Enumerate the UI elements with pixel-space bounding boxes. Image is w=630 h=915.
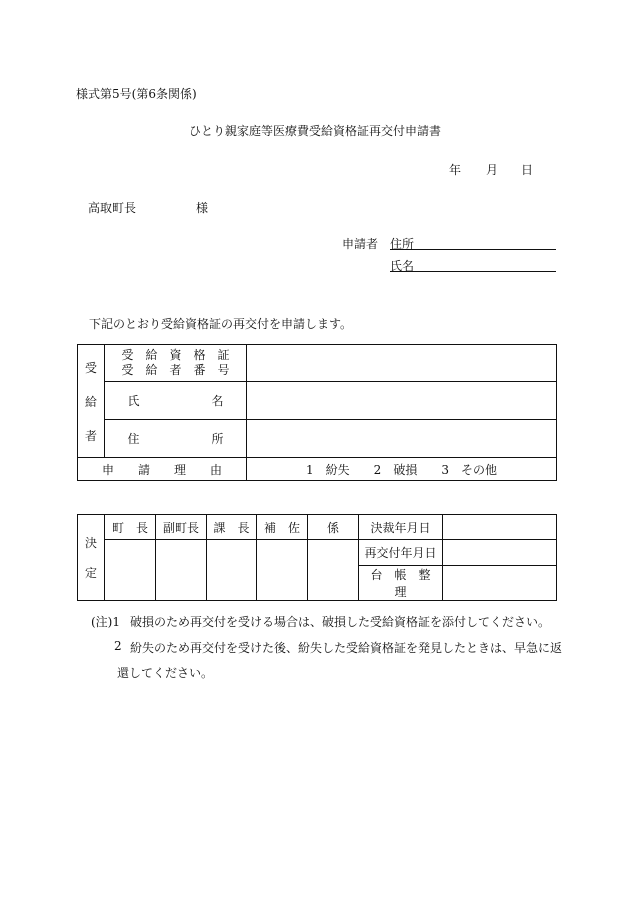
note-2-line2: 還してください。	[117, 666, 214, 680]
header-deputy-mayor: 副町長	[156, 515, 207, 540]
cert-number-field[interactable]	[247, 345, 557, 382]
approval-date-label: 決裁年月日	[359, 515, 443, 540]
stamp-staff[interactable]	[308, 540, 359, 601]
applicant-label: 申請者	[342, 237, 379, 251]
note-1: 破損のため再交付を受ける場合は、破損した受給資格証を添付してください。	[130, 615, 551, 629]
side-char: 受	[84, 361, 97, 375]
note-prefix: (注)1	[91, 615, 120, 629]
note-2-line1: 紛失のため再交付を受けた後、紛失した受給資格証を発見したときは、早急に返	[130, 641, 563, 655]
date-month: 月	[486, 163, 499, 177]
date-year: 年	[449, 163, 462, 177]
stamp-assistant[interactable]	[257, 540, 308, 601]
reason-options[interactable]: 1 紛失 2 破損 3 その他	[247, 458, 557, 481]
header-staff: 係	[308, 515, 359, 540]
applicant-address-field[interactable]	[390, 235, 556, 250]
cert-label	[105, 345, 247, 382]
side-char: 決	[84, 535, 97, 550]
reissue-date-field[interactable]	[443, 540, 557, 566]
side-char: 給	[84, 395, 97, 409]
note-2-number: 2	[114, 639, 122, 653]
application-table	[77, 344, 557, 481]
date-day: 日	[521, 163, 534, 177]
recipient-name-label: 氏 名	[105, 382, 247, 420]
applicant-address-label: 住所	[390, 237, 415, 251]
recipient-address-field[interactable]	[247, 420, 557, 458]
reissue-date-label: 再交付年月日	[359, 540, 443, 566]
approval-date-field[interactable]	[443, 515, 557, 540]
reason-label: 申 請 理 由	[78, 458, 247, 481]
side-char: 定	[84, 565, 97, 580]
header-section-chief: 課 長	[207, 515, 257, 540]
ledger-field[interactable]	[443, 566, 557, 601]
form-number: 様式第5号(第6条関係)	[76, 87, 197, 101]
stamp-mayor[interactable]	[105, 540, 156, 601]
intro-text: 下記のとおり受給資格証の再交付を申請します。	[89, 317, 353, 331]
recipient-side-label	[78, 345, 105, 458]
cert-label-line1: 受 給 資 格 証	[121, 348, 230, 362]
recipient-name-field[interactable]	[247, 382, 557, 420]
addressee-name: 高取町長	[88, 201, 137, 215]
recipient-address-label: 住 所	[105, 420, 247, 458]
side-char: 者	[84, 429, 97, 443]
decision-side-label	[78, 515, 105, 601]
cert-label-line2: 受 給 者 番 号	[121, 363, 230, 377]
ledger-label: 台 帳 整 理	[359, 566, 443, 601]
stamp-deputy-mayor[interactable]	[156, 540, 207, 601]
addressee-honorific: 様	[196, 201, 209, 215]
header-mayor: 町 長	[105, 515, 156, 540]
stamp-section-chief[interactable]	[207, 540, 257, 601]
header-assistant: 補 佐	[257, 515, 308, 540]
form-title: ひとり親家庭等医療費受給資格証再交付申請書	[188, 124, 441, 138]
decision-table	[77, 514, 557, 601]
applicant-name-label: 氏名	[390, 259, 415, 273]
applicant-name-field[interactable]	[390, 257, 556, 272]
